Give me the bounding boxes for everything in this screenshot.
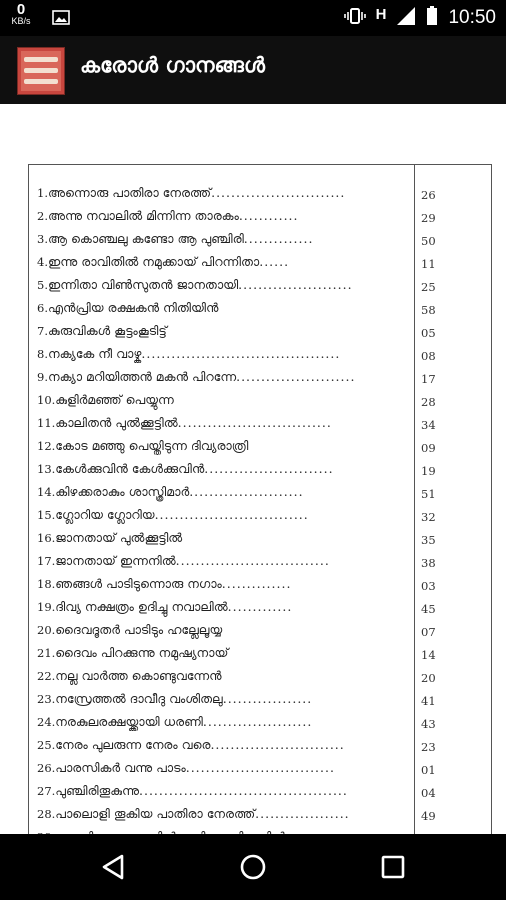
toc-entry-title: നരകുലരക്ഷയ്ക്കായി ധരണി [55, 714, 203, 729]
toc-entry[interactable] [29, 551, 491, 574]
battery-icon [426, 6, 438, 30]
toc-entry-page-number: 03 [421, 579, 436, 593]
toc-entry-label [37, 254, 409, 270]
toc-entry-title: ഗ്ലോറിയ ഗ്ലോറിയ [55, 507, 155, 522]
toc-entry-title: കുരുവികൾ കൂട്ടംകൂടിട്ട് [47, 323, 167, 338]
toc-entry-title: കിഴക്കരാകും ശാസ്ത്രിമാർ [55, 484, 190, 499]
toc-entry-leader-dots: .............. [221, 576, 292, 591]
toc-entry-number: 25. [37, 738, 56, 752]
toc-entry-leader-dots: ...................... [202, 714, 313, 729]
status-bar [0, 0, 506, 36]
toc-entry-title: നക്യകേ നീ വാഴ്ക [47, 346, 142, 361]
vibrate-icon [344, 7, 366, 29]
toc-entry-page-number: 50 [421, 234, 436, 248]
toc-entry-page-number: 45 [421, 602, 436, 616]
home-circle-icon [238, 852, 268, 882]
toc-entry-leader-dots: .......................... [204, 461, 334, 476]
toc-entry-title: അന്നൊരു പാതിരാ നേരത്ത് [47, 185, 212, 200]
toc-entry-leader-dots: ........................ [236, 369, 356, 384]
toc-entry-title: ദൈവം പിറക്കുന്നു നമുഷ്യനായ് [55, 645, 229, 660]
toc-entry-leader-dots: ....................... [189, 484, 304, 499]
toc-entry-page-number: 28 [421, 395, 436, 409]
toc-entry-title: നസ്രേത്തൽ ദാവീദു വംശിതലു [55, 691, 223, 706]
toc-entry-label [37, 691, 409, 707]
toc-entry-leader-dots: ........................... [211, 185, 346, 200]
image-notification-icon [52, 10, 70, 29]
toc-entry-number: 15. [37, 508, 56, 522]
toc-entry-page-number: 11 [421, 257, 436, 271]
toc-entry[interactable] [29, 643, 491, 666]
toc-entry-leader-dots: .......................................... [139, 783, 348, 798]
toc-entry-label [37, 208, 409, 224]
toc-entry-label [37, 346, 409, 362]
toc-entry-leader-dots: ....................... [238, 277, 353, 292]
toc-entry[interactable] [29, 344, 491, 367]
toc-entry-title: നല്ല വാർത്ത കൊണ്ടുവന്നേൻ [55, 668, 222, 683]
toc-entry-number: 17. [37, 554, 56, 568]
toc-entry-number: 5. [37, 278, 48, 292]
toc-entry-title: പാലൊളി തൂകിയ പാതിരാ നേരത്ത് [55, 806, 256, 821]
toc-entry-leader-dots: ........................... [210, 737, 345, 752]
toc-entry-label [37, 461, 409, 477]
toc-entry-label [37, 369, 409, 385]
toc-entry[interactable] [29, 620, 491, 643]
content-area[interactable] [0, 104, 506, 834]
toc-entry-number: 6. [37, 301, 48, 315]
toc-entry[interactable] [29, 275, 491, 298]
toc-entry-page-number: 04 [421, 786, 436, 800]
toc-entry-title: നേരം പുലരുന്ന നേരം വരെ [55, 737, 211, 752]
network-speed-unit: KB/s [11, 16, 31, 26]
toc-entry-leader-dots: .............. [243, 231, 314, 246]
recents-square-icon [380, 854, 406, 880]
toc-entry-number: 4. [37, 255, 48, 269]
toc-entry[interactable] [29, 689, 491, 712]
home-button[interactable] [233, 847, 273, 887]
network-speed-value: 0 [16, 1, 26, 18]
toc-entry-leader-dots: ............................... [177, 415, 332, 430]
back-button[interactable] [93, 847, 133, 887]
toc-entry[interactable] [29, 735, 491, 758]
navigation-bar [0, 834, 506, 900]
toc-entry[interactable] [29, 206, 491, 229]
toc-entry-label [37, 530, 409, 546]
toc-entry-label [37, 645, 409, 661]
toc-entry[interactable] [29, 252, 491, 275]
toc-entry-page-number: 58 [421, 303, 436, 317]
toc-entry-label [37, 806, 409, 822]
toc-entry-label [37, 231, 409, 247]
toc-entry-leader-dots: ............................... [154, 507, 309, 522]
toc-entry-label [37, 507, 409, 523]
toc-entry-page-number: 17 [421, 372, 436, 386]
toc-entry-label [37, 300, 409, 316]
toc-entry-page-number: 41 [421, 694, 436, 708]
toc-entry-leader-dots: ........................................ [141, 346, 341, 361]
toc-entry-page-number: 09 [421, 441, 436, 455]
toc-entry-page-number: 32 [421, 510, 436, 524]
recents-button[interactable] [373, 847, 413, 887]
toc-entry[interactable] [29, 321, 491, 344]
toc-entry-number: 1. [37, 186, 48, 200]
toc-entry-page-number: 23 [421, 740, 436, 754]
toc-entry[interactable] [29, 390, 491, 413]
signal-strength-icon [396, 6, 416, 30]
toc-entry-page-number: 38 [421, 556, 436, 570]
toc-entry-label [37, 553, 409, 569]
toc-entry-page-number: 49 [421, 809, 436, 823]
toc-entry-number: 14. [37, 485, 56, 499]
toc-entry-title: നക്യാ മറിയിത്തൻ മകൻ പിറന്നേ [47, 369, 237, 384]
toc-entry-title: അന്നു നവാലിൽ മിന്നിന്ന താരകം [47, 208, 239, 223]
toc-entry-label [37, 277, 409, 293]
toc-entry-page-number: 25 [421, 280, 436, 294]
toc-entry-page-number: 19 [421, 464, 436, 478]
toc-entry-title: ഇന്നു രാവിതിൽ നമുക്കായ് പിറന്നിതാ [47, 254, 260, 269]
toc-entry[interactable] [29, 367, 491, 390]
toc-entry-label [37, 760, 409, 776]
toc-entry-title: കാലിതൻ പുൽക്കൂട്ടിൽ [55, 415, 178, 430]
toc-entry-number: 11. [37, 416, 56, 430]
toc-entry-title: ജാനതായ് ഇന്നനിൽ [55, 553, 176, 568]
toc-entry-title: ഞങ്ങൾ പാടിടുന്നൊരു നഗാം [55, 576, 222, 591]
toc-entry[interactable] [29, 781, 491, 804]
toc-entry-number: 26. [37, 761, 56, 775]
toc-table [28, 164, 492, 866]
toc-entry[interactable] [29, 229, 491, 252]
toc-entry[interactable] [29, 183, 491, 206]
toc-entry-number: 23. [37, 692, 56, 706]
toc-entry[interactable] [29, 666, 491, 689]
toc-entry-title: ആ കൊഞ്ചലു കണ്ടോ ആ പുഞ്ചിരി [47, 231, 244, 246]
toc-entry-leader-dots: ............................... [175, 553, 330, 568]
toc-entry-number: 12. [37, 439, 56, 453]
toc-entry[interactable] [29, 528, 491, 551]
toc-entry-title: പുഞ്ചിരിതൂകുന്നു [55, 783, 139, 798]
toc-entry[interactable] [29, 712, 491, 735]
toc-entry[interactable] [29, 597, 491, 620]
toc-entry-label [37, 714, 409, 730]
toc-entry-leader-dots: .............................. [185, 760, 335, 775]
toc-entry-number: 2. [37, 209, 48, 223]
toc-entry-label [37, 438, 409, 454]
toc-entry-number: 28. [37, 807, 56, 821]
network-type-label: H [375, 5, 387, 23]
toc-entry[interactable] [29, 298, 491, 321]
app-bar [0, 36, 506, 104]
toc-entry-page-number: 14 [421, 648, 436, 662]
toc-entry-page-number: 35 [421, 533, 436, 547]
app-logo [17, 47, 65, 95]
toc-entry-leader-dots: .................. [222, 691, 313, 706]
toc-entry[interactable] [29, 758, 491, 781]
toc-entry-title: ജാനതായ് പുൽക്കൂട്ടിൽ [55, 530, 183, 545]
toc-entry-number: 10. [37, 393, 56, 407]
toc-entry-number: 24. [37, 715, 56, 729]
toc-entry-page-number: 01 [421, 763, 436, 777]
back-triangle-icon [100, 853, 126, 881]
toc-entry-label [37, 737, 409, 753]
toc-entry[interactable] [29, 459, 491, 482]
toc-entry-number: 8. [37, 347, 48, 361]
toc-entry-number: 3. [37, 232, 48, 246]
toc-entry-page-number: 29 [421, 211, 436, 225]
toc-entry-title: ഇന്നിതാ വിൺസുതൻ ജാനതായി [47, 277, 239, 292]
toc-entry-page-number: 43 [421, 717, 436, 731]
toc-entry-page-number: 08 [421, 349, 436, 363]
toc-entry-number: 21. [37, 646, 56, 660]
toc-entry-page-number: 20 [421, 671, 436, 685]
toc-entry-title: ദിവ്യ നക്ഷത്രം ഉദിച്ചു നവാലിൽ [55, 599, 228, 614]
toc-entry-title: ദൈവദൂതർ പാടിടും ഹല്ലേലൂയ്യ [55, 622, 223, 637]
toc-entry-leader-dots: ................... [255, 806, 350, 821]
toc-entry-label [37, 783, 409, 799]
toc-entry[interactable] [29, 574, 491, 597]
toc-entry-page-number: 26 [421, 188, 436, 202]
toc-entry-label [37, 622, 409, 638]
toc-entry[interactable] [29, 804, 491, 827]
toc-entry[interactable] [29, 482, 491, 505]
toc-entry-label [37, 185, 409, 201]
toc-entry-leader-dots: ...... [259, 254, 290, 269]
toc-entry-label [37, 599, 409, 615]
toc-entry-label [37, 392, 409, 408]
toc-entry-leader-dots: ............ [238, 208, 299, 223]
toc-entry-label [37, 484, 409, 500]
toc-entry-number: 22. [37, 669, 56, 683]
toc-entry-title: കുളിർമഞ്ഞ് പെയ്യുന്ന [55, 392, 174, 407]
toc-entry[interactable] [29, 436, 491, 459]
toc-entry-number: 27. [37, 784, 56, 798]
toc-entry[interactable] [29, 413, 491, 436]
toc-entry-number: 16. [37, 531, 56, 545]
network-speed-indicator [6, 2, 36, 26]
toc-entry-title: എൻപ്രിയ രക്ഷകൻ നിതിയിൻ [47, 300, 219, 315]
toc-entry-number: 13. [37, 462, 56, 476]
toc-entry-title: കേൾക്കുവിൻ കേൾക്കുവിൻ [55, 461, 205, 476]
toc-entry-page-number: 51 [421, 487, 436, 501]
toc-entry[interactable] [29, 505, 491, 528]
toc-entry-label [37, 576, 409, 592]
app-title: കരോൾ ഗാനങ്ങൾ [80, 53, 265, 77]
toc-entry-label [37, 415, 409, 431]
toc-entry-number: 9. [37, 370, 48, 384]
toc-entry-label [37, 668, 409, 684]
toc-entry-label [37, 323, 409, 339]
toc-entry-number: 20. [37, 623, 56, 637]
toc-entry-number: 19. [37, 600, 56, 614]
toc-entry-page-number: 05 [421, 326, 436, 340]
toc-entry-number: 18. [37, 577, 56, 591]
toc-entry-page-number: 07 [421, 625, 436, 639]
clock: 10:50 [448, 7, 496, 28]
toc-entry-title: പാരസികർ വന്നു പാടം [55, 760, 186, 775]
toc-entry-title: കോട മഞ്ഞു പെയ്തിടുന്ന ദിവ്യരാത്രി [55, 438, 249, 453]
toc-entry-number: 7. [37, 324, 48, 338]
toc-entry-leader-dots: ............. [227, 599, 293, 614]
toc-entry-page-number: 34 [421, 418, 436, 432]
